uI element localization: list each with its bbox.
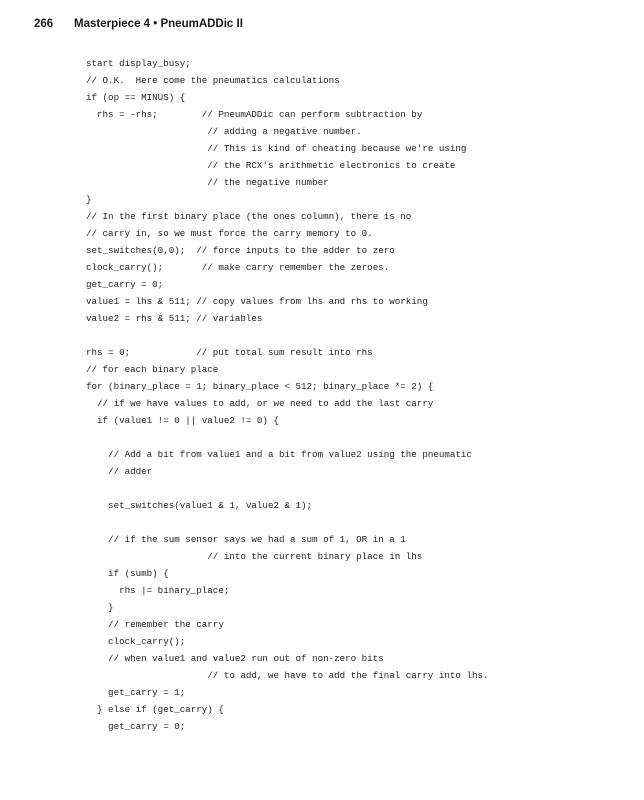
code-line: // the RCX's arithmetic electronics to create (86, 160, 456, 171)
code-line: clock_carry(); // make carry remember the zeroes. (86, 262, 390, 273)
code-line: } (86, 602, 114, 613)
code-line (86, 327, 488, 344)
code-line: // for each binary place (86, 364, 219, 375)
code-line: // into the current binary place in lhs (86, 551, 423, 562)
code-line: // if the sum sensor says we had a sum of 1, OR in a 1 (86, 534, 406, 545)
code-line: } (86, 194, 92, 205)
code-line: rhs = 0; // put total sum result into rhs (86, 347, 373, 358)
code-line: rhs |= binary_place; (86, 585, 230, 596)
code-line: rhs = -rhs; // PneumADDic can perform subtraction by (86, 109, 423, 120)
code-line: // adder (86, 466, 153, 477)
code-line: set_switches(value1 & 1, value2 & 1); (86, 500, 313, 511)
code-line: // In the first binary place (the ones column), there is no (86, 211, 412, 222)
page-number: 266 (34, 18, 54, 30)
code-line: // carry in, so we must force the carry memory to 0. (86, 228, 373, 239)
code-line: // if we have values to add, or we need to add the last carry (86, 398, 434, 409)
running-title: Masterpiece 4 • PneumADDic II (74, 18, 243, 30)
code-line: for (binary_place = 1; binary_place < 512; binary_place *= 2) { (86, 381, 434, 392)
code-line: get_carry = 1; (86, 687, 186, 698)
code-line (86, 480, 488, 497)
code-line: value1 = lhs & 511; // copy values from lhs and rhs to working (86, 296, 428, 307)
code-line: get_carry = 0; (86, 721, 186, 732)
code-listing (86, 55, 488, 735)
code-line: if (op == MINUS) { (86, 92, 186, 103)
code-line: // when value1 and value2 run out of non-zero bits (86, 653, 384, 664)
code-line: get_carry = 0; (86, 279, 164, 290)
running-header (34, 14, 243, 34)
code-line: set_switches(0,0); // force inputs to the adder to zero (86, 245, 395, 256)
code-line: // O.K. Here come the pneumatics calculations (86, 75, 340, 86)
code-line: } else if (get_carry) { (86, 704, 224, 715)
code-line: // the negative number (86, 177, 329, 188)
code-line: // This is kind of cheating because we're using (86, 143, 467, 154)
code-line: // adding a negative number. (86, 126, 362, 137)
code-line: if (value1 != 0 || value2 != 0) { (86, 415, 279, 426)
code-line: // remember the carry (86, 619, 224, 630)
code-line: // to add, we have to add the final carry into lhs. (86, 670, 489, 681)
code-line: // Add a bit from value1 and a bit from value2 using the pneumatic (86, 449, 472, 460)
code-line: if (sumb) { (86, 568, 169, 579)
code-line (86, 514, 488, 531)
code-line: value2 = rhs & 511; // variables (86, 313, 263, 324)
code-line: start display_busy; (86, 58, 191, 69)
code-line (86, 429, 488, 446)
code-line: clock_carry(); (86, 636, 186, 647)
